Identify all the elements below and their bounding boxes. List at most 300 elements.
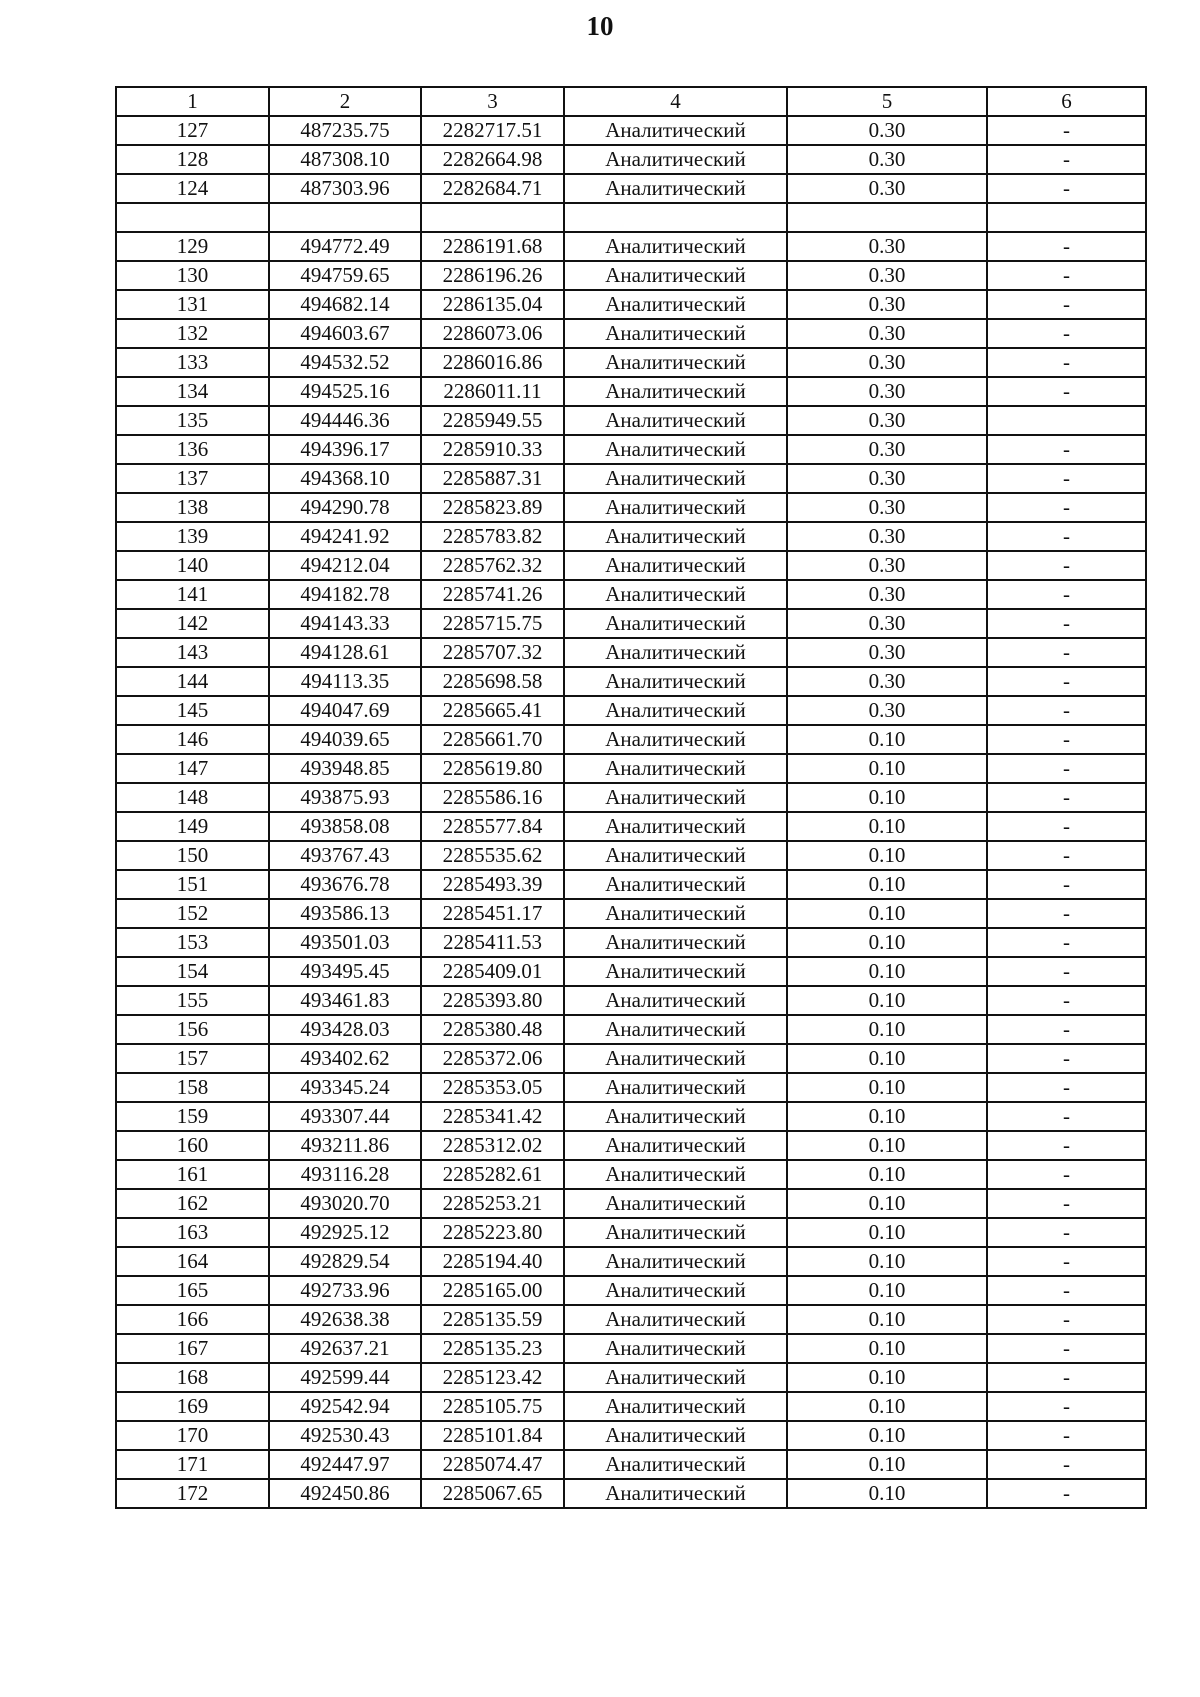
table-row: [116, 319, 1146, 348]
table-cell: 0.10: [787, 1044, 987, 1073]
table-cell: 2285409.01: [421, 957, 564, 986]
table-row: [116, 116, 1146, 145]
table-cell: 152: [116, 899, 269, 928]
table-cell: 129: [116, 232, 269, 261]
table-cell: [269, 203, 421, 232]
table-cell: -: [987, 174, 1146, 203]
table-cell: 493948.85: [269, 754, 421, 783]
table-cell: -: [987, 261, 1146, 290]
table-cell: 494682.14: [269, 290, 421, 319]
table-cell: 0.30: [787, 406, 987, 435]
table-cell: 494241.92: [269, 522, 421, 551]
table-cell: 493116.28: [269, 1160, 421, 1189]
table-cell: 0.10: [787, 783, 987, 812]
table-row: [116, 638, 1146, 667]
table-cell: 2285741.26: [421, 580, 564, 609]
table-cell: 2286073.06: [421, 319, 564, 348]
table-cell: 0.10: [787, 1160, 987, 1189]
table-cell: 133: [116, 348, 269, 377]
table-cell: 0.30: [787, 290, 987, 319]
table-row: [116, 1392, 1146, 1421]
table-cell: -: [987, 435, 1146, 464]
table-cell: 493501.03: [269, 928, 421, 957]
table-cell: 2285411.53: [421, 928, 564, 957]
table-cell: Аналитический: [564, 435, 787, 464]
table-cell: 2285707.32: [421, 638, 564, 667]
table-cell: 172: [116, 1479, 269, 1508]
table-cell: 487308.10: [269, 145, 421, 174]
table-cell: 493211.86: [269, 1131, 421, 1160]
table-cell: 492637.21: [269, 1334, 421, 1363]
table-cell: Аналитический: [564, 1363, 787, 1392]
table-cell: 158: [116, 1073, 269, 1102]
table-cell: -: [987, 1015, 1146, 1044]
table-cell: 2282717.51: [421, 116, 564, 145]
table-cell: 494039.65: [269, 725, 421, 754]
header-cell: 3: [421, 87, 564, 116]
table-cell: 138: [116, 493, 269, 522]
table-cell: 2285101.84: [421, 1421, 564, 1450]
table-cell: 2285312.02: [421, 1131, 564, 1160]
table-cell: 2286191.68: [421, 232, 564, 261]
table-cell: 2285194.40: [421, 1247, 564, 1276]
table-cell: 2285253.21: [421, 1189, 564, 1218]
table-cell: -: [987, 580, 1146, 609]
table-cell: 165: [116, 1276, 269, 1305]
table-cell: 493875.93: [269, 783, 421, 812]
table-cell: Аналитический: [564, 1015, 787, 1044]
table-cell: Аналитический: [564, 1073, 787, 1102]
table-cell: 2285823.89: [421, 493, 564, 522]
table-header-row: [116, 87, 1146, 116]
table-cell: -: [987, 1276, 1146, 1305]
table-cell: 2285715.75: [421, 609, 564, 638]
table-cell: 0.10: [787, 1392, 987, 1421]
table-cell: 492829.54: [269, 1247, 421, 1276]
table-cell: 131: [116, 290, 269, 319]
table-row: [116, 1363, 1146, 1392]
table-cell: -: [987, 1450, 1146, 1479]
table-cell: 0.10: [787, 986, 987, 1015]
table-cell: -: [987, 232, 1146, 261]
table-row: [116, 464, 1146, 493]
table-cell: 0.10: [787, 899, 987, 928]
table-cell: 494368.10: [269, 464, 421, 493]
table-cell: 0.10: [787, 1305, 987, 1334]
table-cell: -: [987, 986, 1146, 1015]
table-cell: Аналитический: [564, 580, 787, 609]
table-row: [116, 783, 1146, 812]
table-cell: 492638.38: [269, 1305, 421, 1334]
table-cell: 0.10: [787, 1218, 987, 1247]
table-cell: 493676.78: [269, 870, 421, 899]
table-cell: Аналитический: [564, 667, 787, 696]
table-cell: [987, 406, 1146, 435]
table-cell: 494603.67: [269, 319, 421, 348]
table-row: [116, 1334, 1146, 1363]
table-cell: 2286196.26: [421, 261, 564, 290]
table-cell: 168: [116, 1363, 269, 1392]
table-row: [116, 1421, 1146, 1450]
table-cell: 155: [116, 986, 269, 1015]
table-cell: -: [987, 1044, 1146, 1073]
table-cell: 2285074.47: [421, 1450, 564, 1479]
table-row: [116, 1102, 1146, 1131]
table-cell: 144: [116, 667, 269, 696]
table-cell: Аналитический: [564, 696, 787, 725]
table-cell: Аналитический: [564, 522, 787, 551]
table-cell: 494143.33: [269, 609, 421, 638]
table-cell: 153: [116, 928, 269, 957]
table-cell: 2285762.32: [421, 551, 564, 580]
table-cell: 2286016.86: [421, 348, 564, 377]
table-cell: -: [987, 841, 1146, 870]
table-cell: -: [987, 609, 1146, 638]
table-row: [116, 1450, 1146, 1479]
page-number: 10: [586, 11, 614, 41]
table-cell: -: [987, 1421, 1146, 1450]
table-cell: 137: [116, 464, 269, 493]
table-row: [116, 377, 1146, 406]
table-cell: 493402.62: [269, 1044, 421, 1073]
table-cell: -: [987, 754, 1146, 783]
table-cell: 2285105.75: [421, 1392, 564, 1421]
table-row: [116, 1479, 1146, 1508]
table-cell: 156: [116, 1015, 269, 1044]
table-cell: 494525.16: [269, 377, 421, 406]
table-cell: Аналитический: [564, 812, 787, 841]
table-cell: 493461.83: [269, 986, 421, 1015]
table-cell: Аналитический: [564, 957, 787, 986]
table-row: [116, 580, 1146, 609]
table-row: [116, 290, 1146, 319]
table-cell: 145: [116, 696, 269, 725]
table-cell: 163: [116, 1218, 269, 1247]
table-cell: [421, 203, 564, 232]
table-cell: Аналитический: [564, 1102, 787, 1131]
table-cell: 0.10: [787, 1073, 987, 1102]
table-cell: -: [987, 348, 1146, 377]
table-cell: 0.10: [787, 1479, 987, 1508]
table-row: [116, 1247, 1146, 1276]
table-row: [116, 928, 1146, 957]
table-cell: -: [987, 493, 1146, 522]
table-cell: 2285619.80: [421, 754, 564, 783]
header-cell: 1: [116, 87, 269, 116]
table-cell: -: [987, 899, 1146, 928]
table-row: [116, 551, 1146, 580]
table-cell: 0.30: [787, 638, 987, 667]
table-cell: 0.30: [787, 348, 987, 377]
table-cell: 154: [116, 957, 269, 986]
table-cell: Аналитический: [564, 1189, 787, 1218]
table-cell: 148: [116, 783, 269, 812]
table-cell: 494047.69: [269, 696, 421, 725]
table-cell: 2285341.42: [421, 1102, 564, 1131]
table-cell: 494113.35: [269, 667, 421, 696]
table-row: [116, 696, 1146, 725]
header-cell: 2: [269, 87, 421, 116]
table-cell: 0.10: [787, 957, 987, 986]
table-cell: 0.30: [787, 377, 987, 406]
table-cell: -: [987, 1189, 1146, 1218]
table-cell: 157: [116, 1044, 269, 1073]
table-cell: 2285910.33: [421, 435, 564, 464]
table-cell: 146: [116, 725, 269, 754]
table-cell: 494290.78: [269, 493, 421, 522]
table-cell: -: [987, 1073, 1146, 1102]
table-cell: 151: [116, 870, 269, 899]
table-cell: Аналитический: [564, 116, 787, 145]
table-cell: 492599.44: [269, 1363, 421, 1392]
table-cell: 2285067.65: [421, 1479, 564, 1508]
table-cell: 494446.36: [269, 406, 421, 435]
table-cell: 150: [116, 841, 269, 870]
table-cell: Аналитический: [564, 551, 787, 580]
table-cell: 2285661.70: [421, 725, 564, 754]
table-cell: 159: [116, 1102, 269, 1131]
table-cell: Аналитический: [564, 754, 787, 783]
table-cell: Аналитический: [564, 290, 787, 319]
table-cell: Аналитический: [564, 493, 787, 522]
table-cell: 494532.52: [269, 348, 421, 377]
table-cell: 2285783.82: [421, 522, 564, 551]
table-cell: Аналитический: [564, 1247, 787, 1276]
table-cell: -: [987, 551, 1146, 580]
table-cell: 2285949.55: [421, 406, 564, 435]
table-cell: 0.10: [787, 928, 987, 957]
table-cell: 130: [116, 261, 269, 290]
table-cell: Аналитический: [564, 348, 787, 377]
table-cell: 2282684.71: [421, 174, 564, 203]
table-cell: -: [987, 638, 1146, 667]
table-cell: Аналитический: [564, 638, 787, 667]
table-cell: 162: [116, 1189, 269, 1218]
table-cell: Аналитический: [564, 928, 787, 957]
table-cell: 0.30: [787, 667, 987, 696]
table-cell: Аналитический: [564, 609, 787, 638]
table-cell: Аналитический: [564, 1392, 787, 1421]
table-cell: 2285577.84: [421, 812, 564, 841]
table-row: [116, 957, 1146, 986]
table-cell: -: [987, 522, 1146, 551]
table-row: [116, 986, 1146, 1015]
table-row: [116, 435, 1146, 464]
table-row: [116, 841, 1146, 870]
table-cell: Аналитический: [564, 986, 787, 1015]
table-row: [116, 174, 1146, 203]
table-cell: 2285372.06: [421, 1044, 564, 1073]
table-cell: 0.30: [787, 435, 987, 464]
table-cell: 141: [116, 580, 269, 609]
table-cell: 2285135.59: [421, 1305, 564, 1334]
table-cell: -: [987, 1218, 1146, 1247]
table-cell: 124: [116, 174, 269, 203]
table-cell: 493345.24: [269, 1073, 421, 1102]
table-cell: Аналитический: [564, 783, 787, 812]
coordinates-table: [115, 86, 1147, 1509]
table-cell: 0.30: [787, 116, 987, 145]
table-cell: 147: [116, 754, 269, 783]
table-row: [116, 522, 1146, 551]
table-cell: 0.30: [787, 522, 987, 551]
table-cell: -: [987, 725, 1146, 754]
table-cell: 493307.44: [269, 1102, 421, 1131]
table-row: [116, 1276, 1146, 1305]
table-cell: 139: [116, 522, 269, 551]
table-cell: Аналитический: [564, 1131, 787, 1160]
table-row: [116, 1218, 1146, 1247]
table-cell: Аналитический: [564, 1334, 787, 1363]
table-cell: 149: [116, 812, 269, 841]
table-cell: Аналитический: [564, 1450, 787, 1479]
table-cell: 2286011.11: [421, 377, 564, 406]
table-row: [116, 145, 1146, 174]
table-cell: Аналитический: [564, 1421, 787, 1450]
table-cell: 2285493.39: [421, 870, 564, 899]
table-cell: Аналитический: [564, 232, 787, 261]
table-cell: -: [987, 464, 1146, 493]
header-cell: 4: [564, 87, 787, 116]
table-cell: 0.10: [787, 841, 987, 870]
table-cell: 487303.96: [269, 174, 421, 203]
table-row: [116, 261, 1146, 290]
table-cell: 0.30: [787, 464, 987, 493]
table-cell: Аналитический: [564, 145, 787, 174]
table-cell: 127: [116, 116, 269, 145]
table-cell: -: [987, 145, 1146, 174]
table-cell: -: [987, 1247, 1146, 1276]
table-cell: -: [987, 1305, 1146, 1334]
table-cell: 2286135.04: [421, 290, 564, 319]
table-cell: 492450.86: [269, 1479, 421, 1508]
table-cell: -: [987, 1131, 1146, 1160]
table-row: [116, 232, 1146, 261]
table-row: [116, 870, 1146, 899]
header-cell: 5: [787, 87, 987, 116]
table-cell: 493767.43: [269, 841, 421, 870]
table-cell: [116, 203, 269, 232]
table-cell: [787, 203, 987, 232]
table-cell: Аналитический: [564, 319, 787, 348]
table-cell: 0.10: [787, 1189, 987, 1218]
table-cell: 494182.78: [269, 580, 421, 609]
table-cell: 0.10: [787, 754, 987, 783]
table-cell: 492925.12: [269, 1218, 421, 1247]
table-cell: 0.10: [787, 725, 987, 754]
table-cell: 0.30: [787, 551, 987, 580]
table-cell: 166: [116, 1305, 269, 1334]
table-row: [116, 203, 1146, 232]
table-cell: 170: [116, 1421, 269, 1450]
table-row: [116, 812, 1146, 841]
table-cell: 135: [116, 406, 269, 435]
table-cell: Аналитический: [564, 870, 787, 899]
table-cell: 0.10: [787, 1363, 987, 1392]
table-cell: -: [987, 1363, 1146, 1392]
table-cell: 2285665.41: [421, 696, 564, 725]
table-cell: 0.30: [787, 261, 987, 290]
table-cell: 487235.75: [269, 116, 421, 145]
table-cell: 492733.96: [269, 1276, 421, 1305]
table-cell: 0.10: [787, 1276, 987, 1305]
table-cell: 132: [116, 319, 269, 348]
table-cell: 2285535.62: [421, 841, 564, 870]
table-cell: Аналитический: [564, 1218, 787, 1247]
table-cell: 0.10: [787, 1247, 987, 1276]
table-cell: -: [987, 1160, 1146, 1189]
table-cell: -: [987, 1102, 1146, 1131]
table-cell: -: [987, 1392, 1146, 1421]
table-cell: 0.30: [787, 493, 987, 522]
table-cell: Аналитический: [564, 261, 787, 290]
table-cell: -: [987, 957, 1146, 986]
table-cell: [564, 203, 787, 232]
table-cell: Аналитический: [564, 1305, 787, 1334]
table-cell: 2285135.23: [421, 1334, 564, 1363]
table-body: [116, 87, 1146, 1508]
table-cell: -: [987, 812, 1146, 841]
table-row: [116, 1073, 1146, 1102]
table-cell: 2285586.16: [421, 783, 564, 812]
table-cell: 0.30: [787, 609, 987, 638]
table-row: [116, 1189, 1146, 1218]
table-cell: Аналитический: [564, 1044, 787, 1073]
table-row: [116, 1160, 1146, 1189]
table-cell: 0.30: [787, 696, 987, 725]
table-cell: 2285282.61: [421, 1160, 564, 1189]
table-cell: -: [987, 870, 1146, 899]
table-cell: 494396.17: [269, 435, 421, 464]
table-cell: 160: [116, 1131, 269, 1160]
table-cell: 161: [116, 1160, 269, 1189]
table-cell: 493586.13: [269, 899, 421, 928]
table-cell: 0.10: [787, 1334, 987, 1363]
table-row: [116, 1131, 1146, 1160]
table-row: [116, 348, 1146, 377]
table-cell: 492542.94: [269, 1392, 421, 1421]
table-cell: Аналитический: [564, 899, 787, 928]
table-cell: 2285165.00: [421, 1276, 564, 1305]
table-row: [116, 609, 1146, 638]
table-cell: Аналитический: [564, 406, 787, 435]
table-cell: 140: [116, 551, 269, 580]
table-cell: 2285451.17: [421, 899, 564, 928]
table-cell: 494212.04: [269, 551, 421, 580]
table-cell: Аналитический: [564, 1160, 787, 1189]
table-cell: 2285698.58: [421, 667, 564, 696]
table-cell: -: [987, 1479, 1146, 1508]
table-cell: 164: [116, 1247, 269, 1276]
table-cell: Аналитический: [564, 464, 787, 493]
table-cell: -: [987, 696, 1146, 725]
table-cell: -: [987, 783, 1146, 812]
table-cell: 2285353.05: [421, 1073, 564, 1102]
table-cell: -: [987, 377, 1146, 406]
table-cell: 2285380.48: [421, 1015, 564, 1044]
table-cell: -: [987, 290, 1146, 319]
table-cell: 0.10: [787, 1102, 987, 1131]
table-row: [116, 899, 1146, 928]
table-cell: 143: [116, 638, 269, 667]
table-cell: 142: [116, 609, 269, 638]
table-cell: 0.10: [787, 1131, 987, 1160]
table-cell: 0.30: [787, 580, 987, 609]
table-row: [116, 493, 1146, 522]
table-row: [116, 1015, 1146, 1044]
table-cell: 169: [116, 1392, 269, 1421]
table-cell: 494759.65: [269, 261, 421, 290]
